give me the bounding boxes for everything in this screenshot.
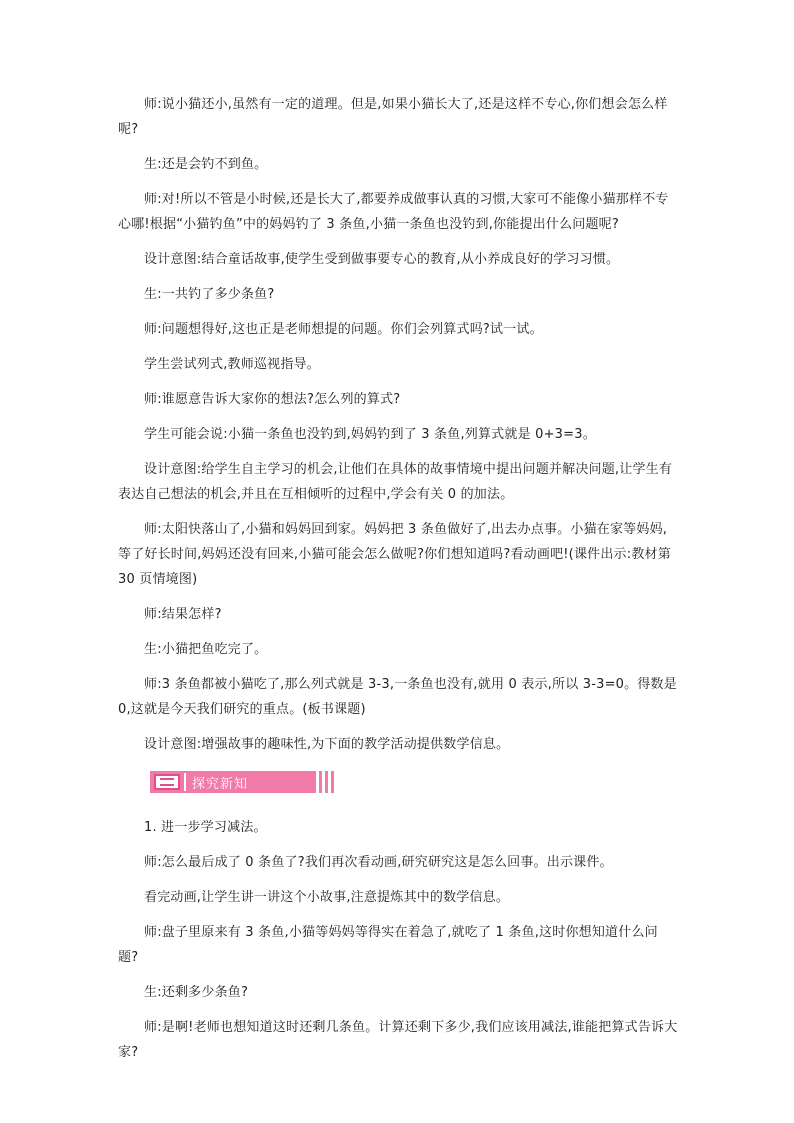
paragraph: 设计意图:增强故事的趣味性,为下面的教学活动提供数学信息。 [144,737,510,752]
paragraph: 学生尝试列式,教师巡视指导。 [144,357,320,372]
section-title: 探究新知 [192,776,249,792]
section-stripes-decoration [313,771,337,793]
paragraph: 师:结果怎样? [144,607,222,622]
paragraph: 师:怎么最后成了 0 条鱼了?我们再次看动画,研究研究这是怎么回事。出示课件。 [144,855,613,870]
paragraph: 生:还剩多少条鱼? [144,985,249,1000]
paragraph: 生:小猫把鱼吃完了。 [144,642,268,657]
section-header [150,771,335,793]
paragraph: 设计意图:结合童话故事,使学生受到做事要专心的教育,从小养成良好的学习习惯。 [144,252,620,267]
section-divider [184,773,186,791]
paragraph: 师:谁愿意告诉大家你的想法?怎么列的算式? [144,392,401,407]
paragraph: 师:是啊!老师也想知道这时还剩几条鱼。计算还剩下多少,我们应该用减法,谁能把算式告诉大家? [118,1020,678,1060]
paragraph: 设计意图:给学生自主学习的机会,让他们在具体的故事情境中提出问题并解决问题,让学生有表达自己想法的机会,并且在互相倾听的过程中,学会有关 0 的加法。 [118,462,673,502]
paragraph: 师:太阳快落山了,小猫和妈妈回到家。妈妈把 3 条鱼做好了,出去办点事。小猫在家等妈妈,等了好长时间,妈妈还没有回来,小猫可能会怎么做呢?你们想知道吗?看动画吧!(课件出示:教材第 30 页情境图) [118,522,671,587]
paragraph: 学生可能会说:小猫一条鱼也没钓到,妈妈钓到了 3 条鱼,列算式就是 0+3=3。 [144,427,596,442]
paragraph: 师:对!所以不管是小时候,还是长大了,都要养成做事认真的习惯,大家可不能像小猫那样不专心哪!根据“小猫钓鱼”中的妈妈钓了 3 条鱼,小猫一条鱼也没钓到,你能提出什么问题呢? [118,192,669,232]
document-page [118,92,678,1075]
paragraph: 生:还是会钓不到鱼。 [144,157,268,172]
paragraph: 1. 进一步学习减法。 [144,820,267,835]
paragraph: 师:问题想得好,这也正是老师想提的问题。你们会列算式吗?试一试。 [144,322,543,337]
paragraph: 看完动画,让学生讲一讲这个小故事,注意提炼其中的数学信息。 [144,890,510,905]
paragraph: 师:盘子里原来有 3 条鱼,小猫等妈妈等得实在着急了,就吃了 1 条鱼,这时你想知道什么问题? [118,925,658,965]
section-number-two-icon [154,774,180,790]
paragraph: 生:一共钓了多少条鱼? [144,287,275,302]
paragraph: 师:说小猫还小,虽然有一定的道理。但是,如果小猫长大了,还是这样不专心,你们想会怎么样呢? [118,97,668,137]
paragraph: 师:3 条鱼都被小猫吃了,那么列式就是 3-3,一条鱼也没有,就用 0 表示,所以 3-3=0。得数是 0,这就是今天我们研究的重点。(板书课题) [118,677,677,717]
